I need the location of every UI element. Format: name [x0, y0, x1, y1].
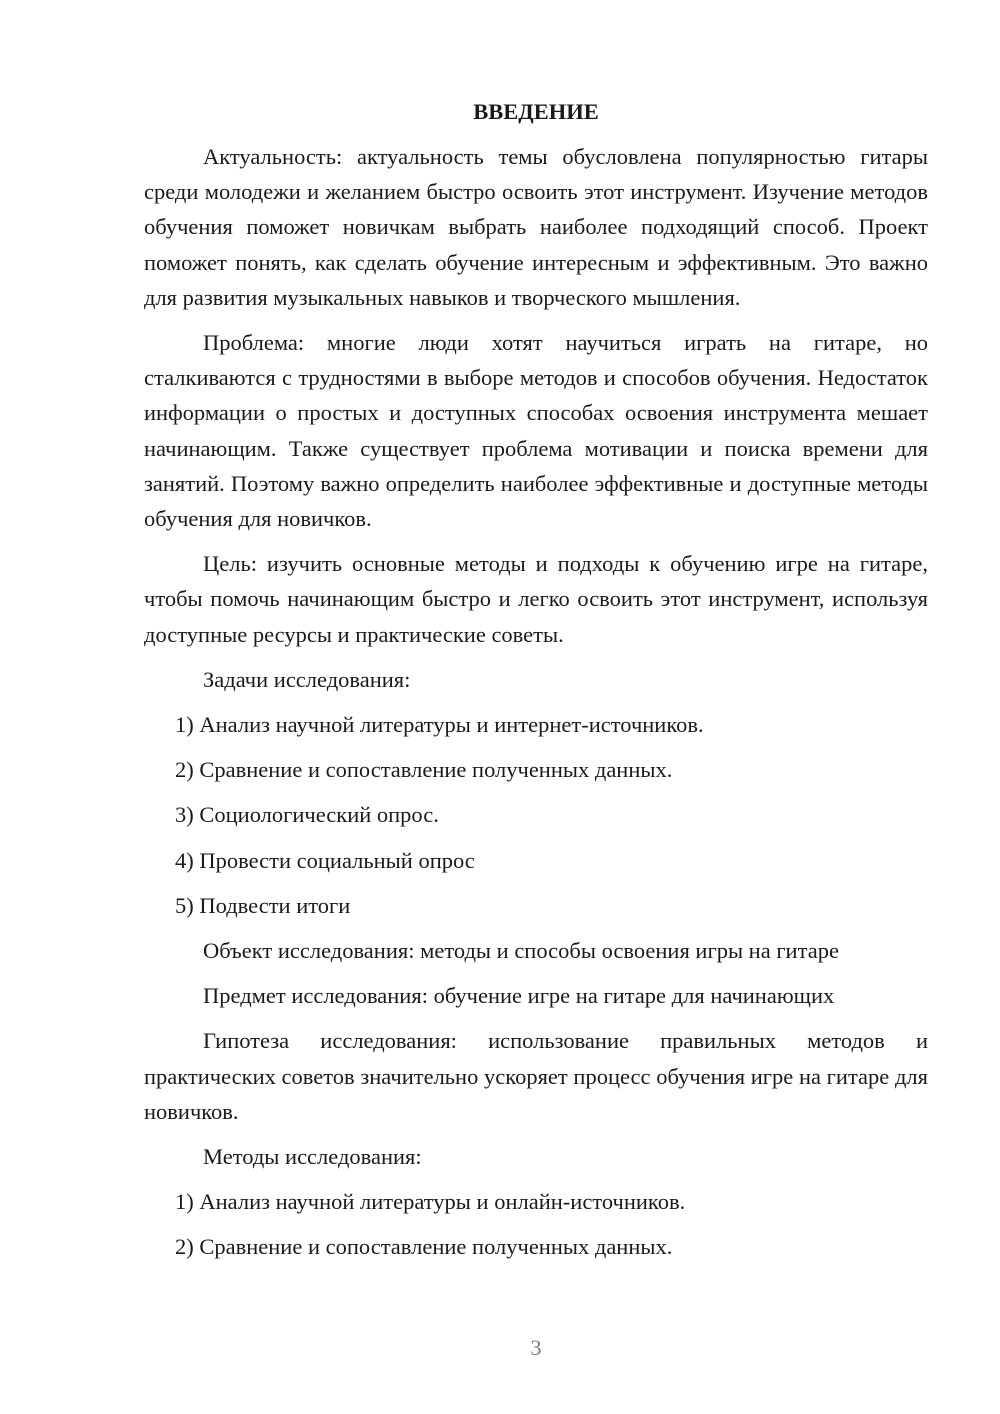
research-subject: Предмет исследования: обучение игре на гитаре для начинающих — [203, 983, 835, 1009]
task-item-3: 3) Социологический опрос. — [175, 802, 439, 828]
tasks-heading: Задачи исследования: — [203, 666, 411, 692]
document-body — [144, 94, 928, 1275]
task-item-2: 2) Сравнение и сопоставление полученных данных. — [175, 757, 673, 783]
method-item-1: 1) Анализ научной литературы и онлайн-источников. — [175, 1189, 686, 1215]
page-number: 3 — [530, 1335, 542, 1360]
relevance-paragraph: Актуальность: актуальность темы обусловлена популярностью гитары среди молодежи и желанием быстро освоить этот инструмент. Изучение методов обучения поможет новичкам выбрать наиболее подходящий способ. Проект поможет понять, как сделать обучение интересным и эффективным. Это важно для развития музыкальных навыков и творческого мышления. — [144, 144, 928, 310]
task-item-5: 5) Подвести итоги — [175, 892, 351, 918]
research-object: Объект исследования: методы и способы освоения игры на гитаре — [203, 938, 839, 964]
task-item-1: 1) Анализ научной литературы и интернет-источников. — [175, 712, 704, 738]
section-title: ВВЕДЕНИЕ — [473, 99, 599, 124]
methods-heading: Методы исследования: — [203, 1144, 422, 1170]
task-item-4: 4) Провести социальный опрос — [175, 847, 475, 873]
hypothesis-paragraph: Гипотеза исследования: использование правильных методов и практических советов значительно ускоряет процесс обучения игре на гитаре для новичков. — [144, 1028, 928, 1124]
goal-paragraph: Цель: изучить основные методы и подходы к обучению игре на гитаре, чтобы помочь начинающим быстро и легко освоить этот инструмент, используя доступные ресурсы и практические советы. — [144, 551, 928, 647]
problem-paragraph: Проблема: многие люди хотят научиться играть на гитаре, но сталкиваются с трудностями в выборе методов и способов обучения. Недостаток информации о простых и доступных способах освоения инструмента мешает начинающим. Также существует проблема мотивации и поиска времени для занятий. Поэтому важно определить наиболее эффективные и доступные методы обучения для новичков. — [144, 330, 928, 532]
method-item-2: 2) Сравнение и сопоставление полученных данных. — [175, 1234, 673, 1260]
